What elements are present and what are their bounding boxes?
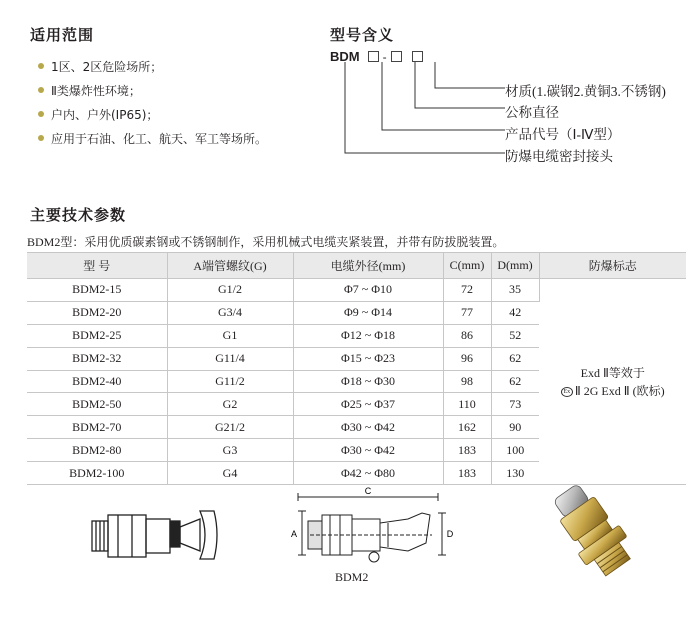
col-header-model: 型 号	[27, 253, 167, 279]
connector-side-view	[88, 503, 228, 565]
col-header-ex-mark: 防爆标志	[539, 253, 686, 279]
list-item: Ⅱ类爆炸性环境；	[38, 78, 267, 102]
col-header-thread: A端管螺纹(G)	[167, 253, 293, 279]
drawing-caption: BDM2	[335, 570, 369, 584]
table-row: BDM2-80 G3 Φ30 ~ Φ42 183 100	[27, 439, 686, 462]
model-title: 型号含义	[330, 26, 395, 44]
meaning-product-name: 防爆电缆密封接头	[505, 149, 613, 164]
scope-list	[38, 54, 267, 150]
col-header-cable-diameter: 电缆外径(mm)	[293, 253, 443, 279]
table-row: BDM2-50 G2 Φ25 ~ Φ37 110 73	[27, 393, 686, 416]
dim-c-label: C	[364, 486, 372, 496]
meaning-product-code: 产品代号（Ⅰ-Ⅳ型）	[505, 127, 621, 142]
list-item: 户内、户外(IP65)；	[38, 102, 267, 126]
dim-d-label: D	[446, 529, 454, 539]
specs-subtitle: BDM2型：采用优质碳素钢或不锈钢制作，采用机械式电缆夹紧装置，并带有防拔脱装置。	[27, 235, 505, 249]
list-item: 1区、2区危险场所；	[38, 54, 267, 78]
model-code: BDM -	[330, 49, 423, 64]
connector-dimension-drawing	[280, 485, 455, 570]
ex-mark-cell: Exd Ⅱ等效于 Ex Ⅱ 2G Exd Ⅱ (欧标)	[539, 279, 686, 485]
bullet-icon	[38, 63, 44, 69]
table-header-row	[27, 253, 686, 279]
dim-a-label: A	[290, 529, 298, 539]
model-leader-lines	[330, 58, 510, 163]
table-row: BDM2-40 G11/2 Φ18 ~ Φ30 98 62	[27, 370, 686, 393]
specs-table	[27, 252, 686, 485]
table-row: BDM2-15 G1/2 Φ7 ~ Φ10 72 35 Exd Ⅱ等效于 Ex Ⅱ 2G Exd Ⅱ (欧标)	[27, 279, 686, 302]
specs-title: 主要技术参数	[30, 206, 127, 224]
scope-title: 适用范围	[30, 26, 95, 44]
table-row: BDM2-20 G3/4 Φ9 ~ Φ14 77 42	[27, 301, 686, 324]
table-row: BDM2-100 G4 Φ42 ~ Φ80 183 130	[27, 462, 686, 485]
ex-icon: Ex	[561, 387, 573, 397]
col-header-c: C(mm)	[443, 253, 491, 279]
meaning-diameter: 公称直径	[505, 105, 559, 120]
table-row: BDM2-25 G1 Φ12 ~ Φ18 86 52	[27, 324, 686, 347]
bullet-icon	[38, 111, 44, 117]
table-row: BDM2-70 G21/2 Φ30 ~ Φ42 162 90	[27, 416, 686, 439]
connector-product-photo	[540, 476, 650, 586]
list-item: 应用于石油、化工、航天、军工等场所。	[38, 126, 267, 150]
table-row: BDM2-32 G11/4 Φ15 ~ Φ23 96 62	[27, 347, 686, 370]
meaning-material: 材质(1.碳钢2.黄铜3.不锈钢)	[505, 84, 666, 99]
bullet-icon	[38, 87, 44, 93]
bullet-icon	[38, 135, 44, 141]
col-header-d: D(mm)	[491, 253, 539, 279]
